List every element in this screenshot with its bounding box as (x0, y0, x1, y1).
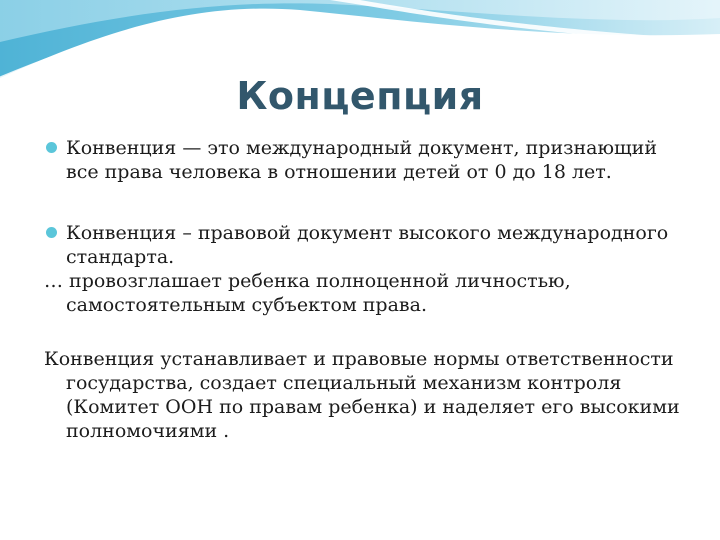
bullet-item (44, 221, 684, 269)
bullet-item (44, 136, 684, 184)
slide-content (44, 136, 684, 443)
bullet-dot-icon (46, 142, 57, 153)
paragraph-text: Конвенция устанавливает и правовые нормы ответственности государства, создает специальный механизм контроля (Комитет ООН по правам ребенка) и наделяет его высокими полномочиями . (44, 348, 680, 442)
continuation-text: … провозглашает ребенка полноценной личностью, самостоятельным субъектом права. (44, 270, 571, 316)
slide-title: Концепция (236, 74, 484, 118)
bullet-text: Конвенция — это международный документ, признающий все права человека в отношении детей от 0 до 18 лет. (66, 137, 657, 183)
bullet-text: Конвенция – правовой документ высокого международного стандарта. (66, 222, 669, 268)
bullet-dot-icon (46, 227, 57, 238)
